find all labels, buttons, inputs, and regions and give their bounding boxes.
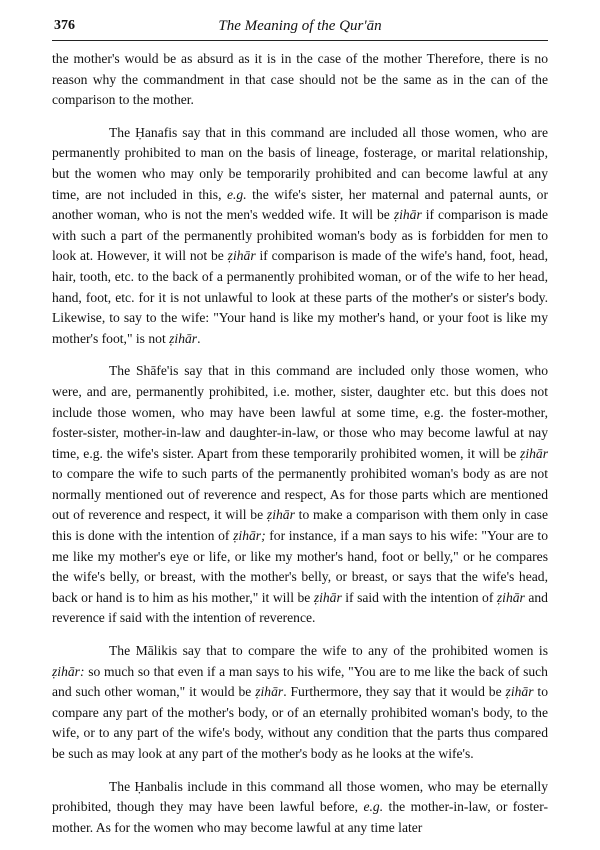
italic-term: e.g. [227, 186, 247, 202]
text-run: The Mālikis say that to compare the wife to any of the prohibited women is [109, 643, 548, 659]
text-run: The Shāfe'is say that in this command are included only those women, who were, and are, permanently prohibited, i.e. mother, sister, daughter etc. but this does not include those women, who may have been lawful at some time, e.g. the foster-mother, foster-sister, mother-in-law and daughter-in-law, or those who may become lawful at nay time, e.g. the wife's sister. Apart from these temporarily prohibited women, it will be [52, 363, 548, 461]
italic-term: ẓihār [227, 248, 256, 264]
italic-term: ẓihār [266, 507, 295, 523]
text-run: to make a comparison with them only in case this is done with the intention of [52, 507, 548, 544]
text-run: for instance, if a man says to his wife: "Your are to me like my mother's eye or life, or like my mother's hand, foot or belly," or he compares the wife's belly, or breast, with the mother's belly, or breast, or says that the wife's head, back or hand is to him as his mother," it will be [52, 528, 549, 605]
italic-term: ẓihār; [233, 528, 266, 544]
paragraph-3 [52, 361, 548, 629]
italic-term: ẓihār [393, 207, 422, 223]
italic-term: ẓihār [255, 684, 284, 700]
text-run: The Ḥanbalis include in this command all those women, who may be eternally prohibited, though they may have been lawful before, [52, 778, 548, 815]
page-body [52, 49, 548, 850]
italic-term: ẓihār [313, 589, 342, 605]
header-rule [52, 40, 548, 41]
text-run: if comparison is made of the wife's hand, foot, head, hair, tooth, etc. to the back of a permanently prohibited woman, or of the wife to her head, hand, foot, etc. for it is not unlawful to look at these parts of the mother's or sister's body. Likewise, to say to the wife: "Your hand is like my mother's hand, or your foot is like my mother's foot," is not [52, 248, 549, 346]
text-run: if comparison is made with such a part of the permanently prohibited woman's body as is forbidden for men to look at. However, it will not be [52, 207, 548, 264]
paragraph-1: the mother's would be as absurd as it is in the case of the mother Therefore, there is no reason why the commandment in that case should not be the same as in the can of the comparison to the mother. [52, 51, 548, 108]
text-run: The Ḥanafis say that in this command are included all those women, who are permanently prohibited to man on the basis of lineage, fosterage, or marital relationship, but the women who may only be temporarily prohibited and can become lawful at any time, are not included in this, [52, 124, 548, 202]
paragraph-5 [52, 777, 548, 839]
italic-term: ẓihār [169, 330, 198, 346]
text-run: to compare the wife to such parts of the permanently prohibited woman's body as are not normally mentioned out of reverence and respect, As for those parts which are mentioned out of reverence and respect, it will be [52, 466, 548, 523]
running-head-title: The Meaning of the Qur'ān [218, 18, 382, 34]
paragraph-2 [52, 123, 548, 350]
text-run: . [197, 330, 201, 346]
italic-term: e.g. [363, 799, 384, 815]
italic-term: ẓihār [496, 589, 525, 605]
text-run: and reverence if said with the intention of reverence. [52, 589, 548, 626]
text-run: . Furthermore, they say that it would be [283, 684, 502, 700]
paragraph-4 [52, 641, 548, 765]
text-run: the mother-in-law, or foster-mother. As for the women who may become lawful at any time later [52, 799, 548, 835]
italic-term: ẓihār [520, 445, 548, 461]
page-number: 376 [54, 18, 75, 33]
italic-term: ẓihār [505, 684, 534, 700]
text-run: so much so that even if a man says to his wife, "You are to me like the back of such and such other woman," it would be [52, 663, 548, 700]
text-run: the wife's sister, her maternal and paternal aunts, or another woman, who is not the men's wedded wife. It will be [52, 186, 548, 223]
italic-term: ẓihār: [52, 663, 85, 679]
text-run: to compare any part of the mother's body, or of an eternally prohibited woman's body, to the wife, or to any part of the wife's body, without any condition that the parts thus compared be such as may look at any part of the mother's body as he looks at the wife's. [52, 684, 548, 761]
text-run: if said with the intention of [345, 589, 494, 605]
